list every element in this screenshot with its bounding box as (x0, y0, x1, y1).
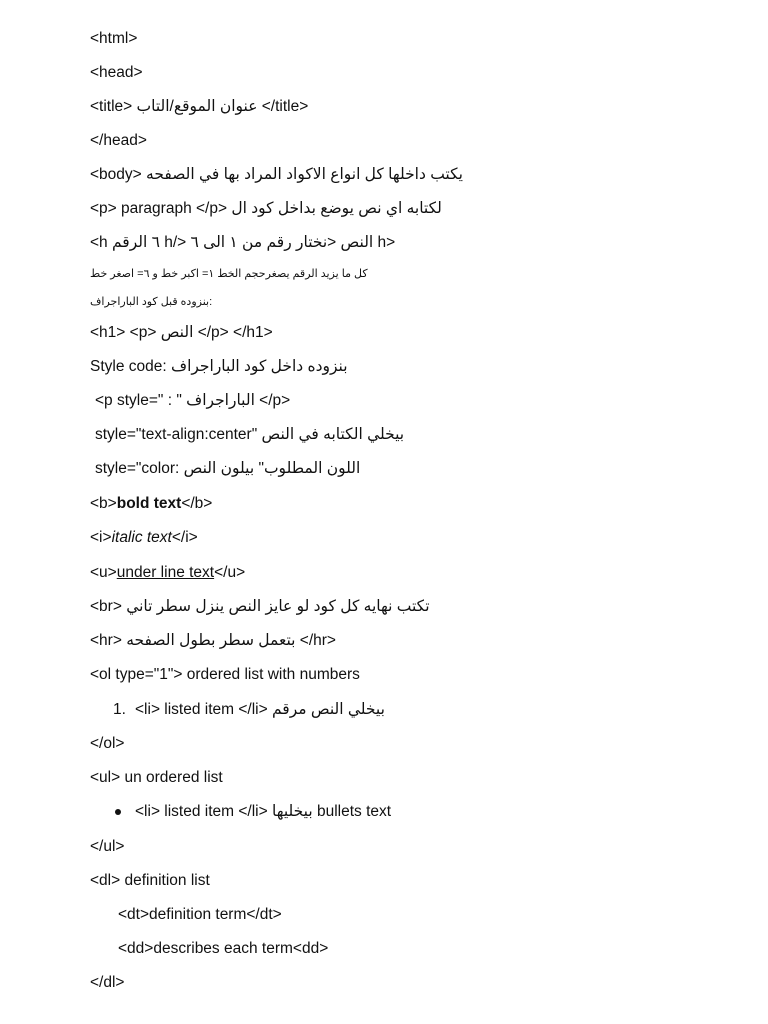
line-head-close: </head> (90, 132, 147, 149)
underline-text: under line text (116, 564, 215, 581)
line-p-style: <p style=" : " الباراجراف </p> (95, 392, 291, 409)
line-color: style="color: اللون المطلوب" بيلون النص (95, 460, 361, 477)
line-ul-open: <ul> un ordered list (90, 769, 223, 786)
line-bold (90, 493, 212, 515)
line-dt: <dt>definition term</dt> (118, 906, 282, 923)
line-ol-close: </ol> (90, 735, 125, 752)
line-body: <body> يكتب داخلها كل انواع الاكواد المراد بها في الصفحه (90, 166, 463, 183)
line-h1-example: <h1> <p> النص </p> </h1> (90, 324, 273, 341)
underline-open-tag: <u> (90, 564, 117, 581)
line-ol-item: <li> listed item </li> بيخلي النص مرقم (135, 701, 385, 718)
line-underline (90, 562, 245, 584)
line-dd: <dd>describes each term<dd> (118, 940, 329, 957)
line-ol-open: <ol type="1"> ordered list with numbers (90, 666, 360, 683)
italic-open-tag: <i> (90, 529, 112, 546)
line-dl-close: </dl> (90, 974, 125, 991)
line-head-open: <head> (90, 64, 143, 81)
line-italic (90, 527, 198, 549)
bold-text: bold text (116, 495, 182, 512)
line-title: <title> عنوان الموقع/التاب </title> (90, 98, 309, 115)
line-text-align: style="text-align:center" بيخلي الكتابه في النص (95, 426, 405, 443)
list-number-marker: 1. (113, 701, 126, 718)
line-heading-tag: <h ٦ الرقم h/> النص <نختار رقم من ١ الى ٦ h> (90, 234, 396, 251)
line-heading-note-2: بنزوده قبل كود الباراجراف: (90, 296, 213, 308)
line-dl-open: <dl> definition list (90, 872, 210, 889)
line-style-code: Style code: بنزوده داخل كود الباراجراف (90, 358, 348, 375)
line-paragraph: <p> paragraph </p> لكتابه اي نص يوضع بداخل كود ال (90, 200, 442, 217)
line-ul-close: </ul> (90, 838, 125, 855)
italic-close-tag: </i> (171, 529, 198, 546)
underline-close-tag: </u> (214, 564, 246, 581)
line-hr: <hr> بتعمل سطر بطول الصفحه </hr> (90, 632, 336, 649)
bold-open-tag: <b> (90, 495, 117, 512)
line-br: <br> تكتب نهايه كل كود لو عايز النص ينزل سطر تاني (90, 598, 430, 615)
bullet-icon (115, 809, 121, 815)
line-html-open: <html> (90, 30, 138, 47)
line-heading-note: كل ما يزيد الرقم يصغرحجم الخط ١= اكبر خط و ٦= اصغر خط (90, 268, 368, 280)
line-ul-item: <li> listed item </li> بيخليها bullets text (135, 803, 392, 820)
italic-text: italic text (111, 529, 172, 546)
bold-close-tag: </b> (181, 495, 213, 512)
